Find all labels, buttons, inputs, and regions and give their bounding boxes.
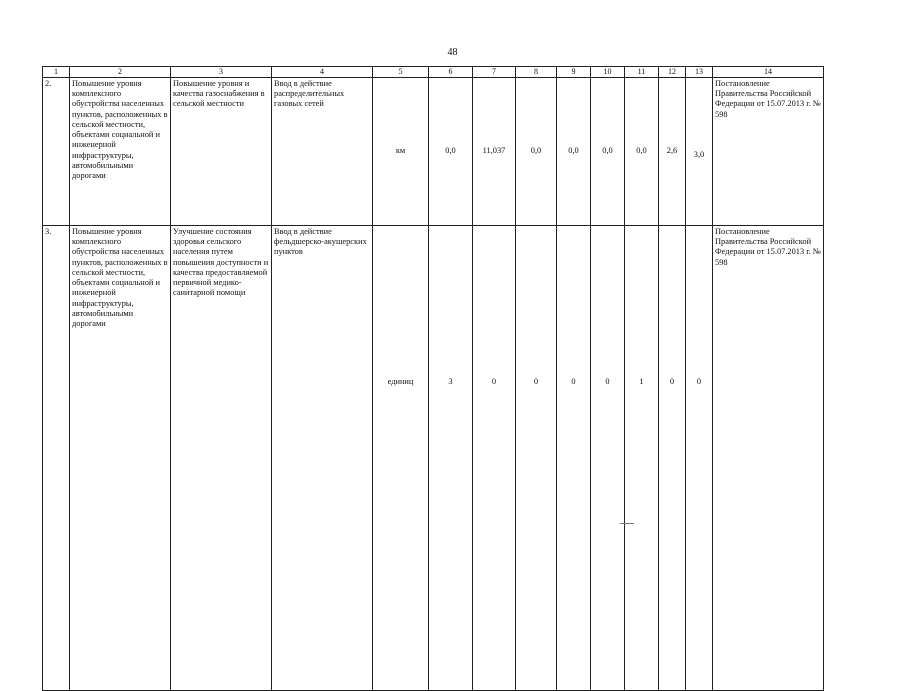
column-number: 8 (516, 67, 557, 78)
indicator-cell: Ввод в действие фельдшерско-акушерских пунктов (272, 225, 373, 690)
row-number: 2. (43, 77, 70, 225)
column-number: 12 (659, 67, 686, 78)
value-cell: 0 (473, 225, 516, 690)
value-cell: 0,0 (429, 77, 473, 225)
column-number: 3 (171, 67, 272, 78)
event-cell: Повышение уровня комплексного обустройства населенных пунктов, расположенных в сельской местности, объектами социальной и инженерной инфраструктуры, автомобильными дорогами (70, 225, 171, 690)
value-cell: 0,0 (516, 77, 557, 225)
goal-cell: Улучшение состояния здоровья сельского населения путем повышения доступности и качества предоставляемой первичной медико-санитарной помощи (171, 225, 272, 690)
value-cell: 0,0 (625, 77, 659, 225)
unit-cell: единиц (373, 225, 429, 690)
column-number: 4 (272, 67, 373, 78)
value-cell: 0,0 (591, 77, 625, 225)
column-number: 6 (429, 67, 473, 78)
value-cell: 3,0 (686, 77, 713, 225)
value-cell: 11,037 (473, 77, 516, 225)
column-number-row (43, 67, 824, 78)
indicator-cell: Ввод в действие распределительных газовых сетей (272, 77, 373, 225)
basis-cell: Постановление Правительства Российской Федерации от 15.07.2013 г. № 598 (713, 77, 824, 225)
column-number: 10 (591, 67, 625, 78)
value-cell: 0 (516, 225, 557, 690)
column-number: 9 (557, 67, 591, 78)
indicators-table (42, 66, 824, 691)
column-number: 13 (686, 67, 713, 78)
basis-cell: Постановление Правительства Российской Федерации от 15.07.2013 г. № 598 (713, 225, 824, 690)
row-number: 3. (43, 225, 70, 690)
event-cell: Повышение уровня комплексного обустройства населенных пунктов, расположенных в сельской местности, объектами социальной и инженерной инфраструктуры, автомобильными дорогами (70, 77, 171, 225)
column-number: 14 (713, 67, 824, 78)
value-cell: 1 (625, 225, 659, 690)
column-number: 5 (373, 67, 429, 78)
value-cell: 0 (686, 225, 713, 690)
value-cell: 0 (591, 225, 625, 690)
scan-mark (620, 523, 634, 524)
column-number: 7 (473, 67, 516, 78)
unit-cell: км (373, 77, 429, 225)
value-cell: 0,0 (557, 77, 591, 225)
column-number: 11 (625, 67, 659, 78)
value-cell: 3 (429, 225, 473, 690)
column-number: 2 (70, 67, 171, 78)
value-cell: 0 (659, 225, 686, 690)
page-number: 48 (447, 47, 458, 58)
value-cell: 2,6 (659, 77, 686, 225)
table-row (43, 225, 824, 690)
column-number: 1 (43, 67, 70, 78)
table-row (43, 77, 824, 225)
goal-cell: Повышение уровня и качества газоснабжения в сельской местности (171, 77, 272, 225)
value-cell: 0 (557, 225, 591, 690)
